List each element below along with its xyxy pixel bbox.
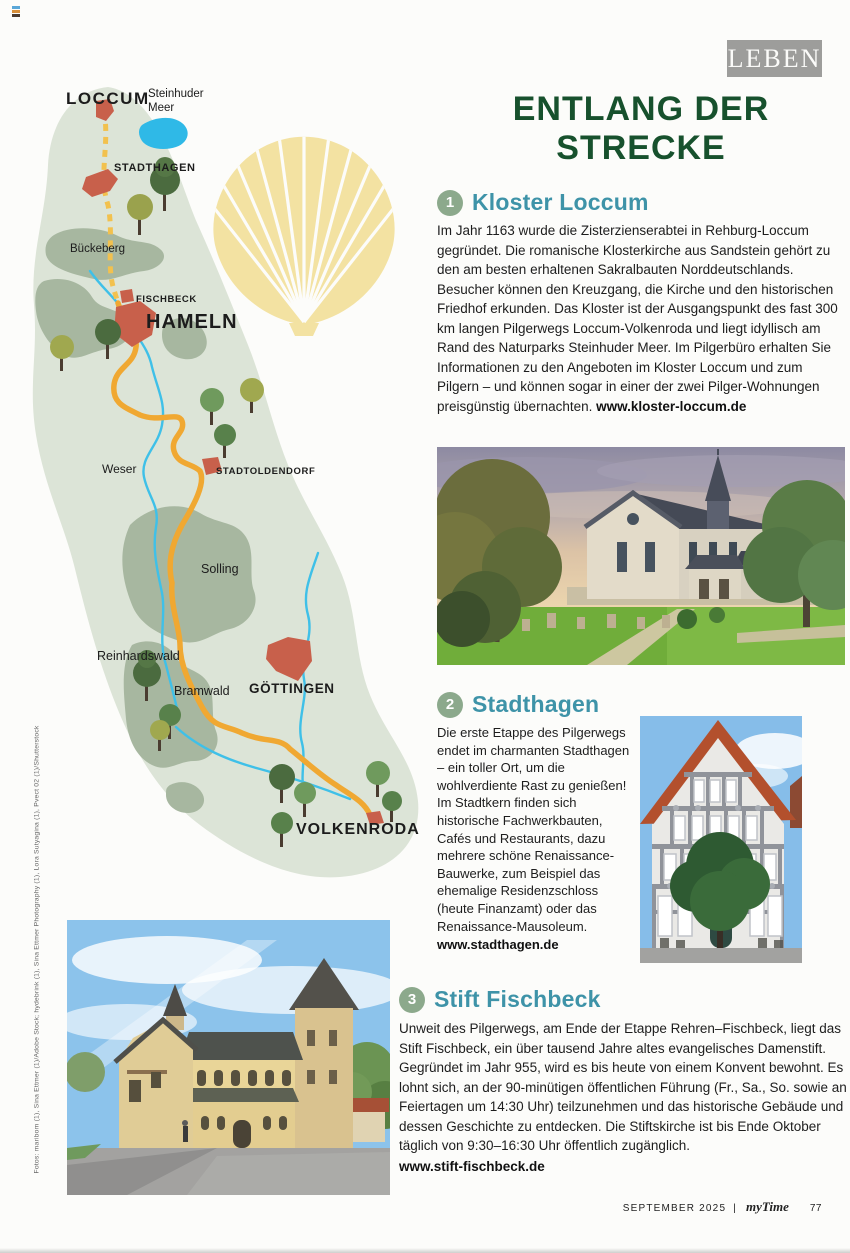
page-number: 77 <box>809 1203 822 1214</box>
magazine-logo: myTime <box>746 1199 789 1214</box>
map-label-steinhuder-meer: Steinhuder Meer <box>148 88 204 114</box>
section-tag <box>727 40 822 77</box>
photo-kloster-loccum <box>437 447 845 665</box>
page-title <box>437 90 845 168</box>
map-label-bramwald: Bramwald <box>174 684 230 698</box>
section-3-url: www.stift-fischbeck.de <box>399 1158 545 1174</box>
section-2-heading <box>437 691 599 718</box>
section-1-body <box>437 221 847 416</box>
map-label-bueckeberg: Bückeberg <box>70 243 125 255</box>
section-tag-label: LEBEN <box>727 43 822 73</box>
section-2-title: Stadthagen <box>472 691 600 717</box>
section-1-text: Im Jahr 1163 wurde die Zisterzienserabtei in Rehburg-Loccum gegründet. Die romanische Klosterkirche aus Sandstein gehört zu den am besten erhaltenen Sakralbauten Norddeutschlands. Besucher können den Kreuzgang, die Kirche und den historischen Friedhof erkunden. Das Kloster ist der Ausgangspunkt des fast 300 km langen Pilgerwegs Loccum-Volkenroda und liegt idyllisch am Rand des Naturparks Steinhuder Meer. Im Pilgerbüro erhalten Sie Informationen zu den Angeboten im Kloster Loccum und zum Pilgern – und können sogar in einer der zwei Pilger-Wohnungen preisgünstig übernachten. <box>437 223 838 414</box>
section-2-number-badge: 2 <box>437 692 463 718</box>
page-bottom-edge <box>0 1248 850 1253</box>
map-label-solling: Solling <box>201 562 239 576</box>
section-3-text: Unweit des Pilgerwegs, am Ende der Etappe Rehren–Fischbeck, liegt das Stift Fischbeck, ein über tausend Jahre altes evangelisches Damenstift. Gegründet im Jahr 955, wird es bis heute von einem Konvent bewohnt. Es lohnt sich, an der 90-minütigen öffentlichen Führung (Fr., Sa., So. sowie an Feiertagen um 14:30 Uhr) teilzunehmen und das historische Gebäude und dessen Geschichte zu entdecken. Die Stiftskirche ist bis Ende Oktober täglich von 9:30–16:30 Uhr öffentlich zugänglich. <box>399 1021 847 1153</box>
page-title-line2: STRECKE <box>556 129 726 167</box>
pilgrim-route-map <box>20 85 430 900</box>
section-2-url: www.stadthagen.de <box>437 937 559 953</box>
photo-stift-fischbeck <box>67 920 390 1195</box>
section-2-body <box>437 724 633 954</box>
map-label-weser: Weser <box>102 462 137 476</box>
map-label-loccum: LOCCUM <box>66 89 150 108</box>
section-1-number-badge: 1 <box>437 190 463 216</box>
map-label-volkenroda: VOLKENRODA <box>296 821 420 838</box>
photo-stadthagen <box>640 716 802 963</box>
section-2-text: Die erste Etappe des Pilgerwegs endet im charmanten Stadthagen – ein toller Ort, um die wohlverdiente Rast zu genießen! Im Stadtkern finden sich historische Fachwerkbauten, Cafés und Restaurants, dazu mehrere schöne Renaissance-Bauwerke, zum Beispiel das ehemalige Residenzschloss (heute Finanzamt) oder das Renaissance-Mausoleum. <box>437 725 630 934</box>
section-1-title: Kloster Loccum <box>472 189 649 215</box>
section-3-heading <box>399 986 601 1013</box>
footer-issue: SEPTEMBER 2025 <box>622 1203 727 1214</box>
section-3-body <box>399 1019 847 1176</box>
section-1-url: www.kloster-loccum.de <box>596 398 747 414</box>
map-label-reinhardswald: Reinhardswald <box>97 649 180 663</box>
steinhuder-meer-lake <box>139 118 188 149</box>
photo-credits: Fotos: maribom (1), Sina Ettmer (1)/Adobe Stock; hydebrink (1), Sina Ettmer Photography (1), Lora Sutyagina (1), Pvect 02 (1)/Shutterstock <box>33 725 41 1174</box>
page-footer <box>623 1199 822 1215</box>
map-label-stadtoldendorf: STADTOLDENDORF <box>216 466 316 477</box>
map-label-hameln: HAMELN <box>146 311 238 333</box>
map-illustration <box>20 85 430 900</box>
section-1-heading <box>437 189 649 216</box>
page-title-line1: ENTLANG DER <box>512 90 770 128</box>
town-fischbeck <box>120 289 134 303</box>
print-registration-mark <box>12 6 20 18</box>
map-label-stadthagen: STADTHAGEN <box>114 162 196 174</box>
scallop-shell-icon <box>211 133 397 336</box>
section-3-title: Stift Fischbeck <box>434 986 601 1012</box>
map-label-goettingen: GÖTTINGEN <box>249 681 335 696</box>
footer-separator: | <box>733 1203 738 1214</box>
map-label-fischbeck: FISCHBECK <box>136 294 197 305</box>
section-3-number-badge: 3 <box>399 987 425 1013</box>
